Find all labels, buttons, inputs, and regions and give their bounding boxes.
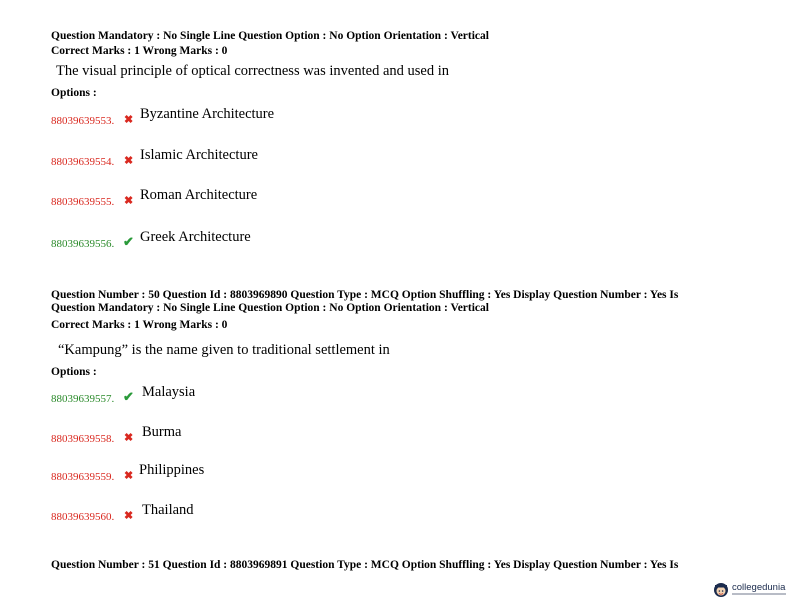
option-text: Islamic Architecture: [140, 147, 258, 163]
option-text: Roman Architecture: [140, 187, 258, 203]
cross-icon: ✖: [124, 470, 134, 482]
option-text: Byzantine Architecture: [140, 106, 275, 122]
options-label: Options :: [51, 87, 97, 99]
question-header-line: Question Number : 51 Question Id : 8803969891 Question Type : MCQ Option Shuffling : Yes Display Question Number : Yes Is: [51, 559, 679, 571]
collegedunia-logo: [712, 580, 788, 602]
option-id: 88039639557.: [51, 393, 115, 405]
question-marks-line: Correct Marks : 1 Wrong Marks : 0: [51, 45, 228, 57]
option-id: 88039639556.: [51, 238, 115, 250]
question-marks-line: Correct Marks : 1 Wrong Marks : 0: [51, 319, 228, 331]
cross-icon: ✖: [124, 155, 134, 167]
cross-icon: ✖: [124, 114, 134, 126]
cross-icon: ✖: [124, 432, 134, 444]
option-text: Malaysia: [142, 384, 196, 400]
option-id: 88039639559.: [51, 471, 115, 483]
question-meta-line: Question Mandatory : No Single Line Question Option : No Option Orientation : Vertical: [51, 302, 489, 314]
check-icon: ✔: [123, 389, 134, 404]
check-icon: ✔: [123, 234, 134, 249]
option-text: Burma: [142, 424, 182, 440]
collegedunia-logo-icon: [712, 580, 730, 600]
question-meta-line: Question Mandatory : No Single Line Question Option : No Option Orientation : Vertical: [51, 30, 489, 42]
option-text: Thailand: [142, 502, 194, 518]
option-id: 88039639555.: [51, 196, 115, 208]
cross-icon: ✖: [124, 510, 134, 522]
option-id: 88039639558.: [51, 433, 115, 445]
question-text: “Kampung” is the name given to traditional settlement in: [58, 342, 390, 358]
option-id: 88039639554.: [51, 156, 115, 168]
options-label: Options :: [51, 366, 97, 378]
cross-icon: ✖: [124, 195, 134, 207]
option-text: Philippines: [139, 462, 205, 478]
question-header-line: Question Number : 50 Question Id : 8803969890 Question Type : MCQ Option Shuffling : Yes Display Question Number : Yes Is: [51, 289, 679, 301]
question-text: The visual principle of optical correctness was invented and used in: [56, 63, 449, 79]
option-id: 88039639553.: [51, 115, 115, 127]
logo-tagline-bar: [732, 593, 786, 595]
option-text: Greek Architecture: [140, 229, 251, 245]
collegedunia-logo-text: collegedunia: [732, 582, 786, 593]
option-id: 88039639560.: [51, 511, 115, 523]
